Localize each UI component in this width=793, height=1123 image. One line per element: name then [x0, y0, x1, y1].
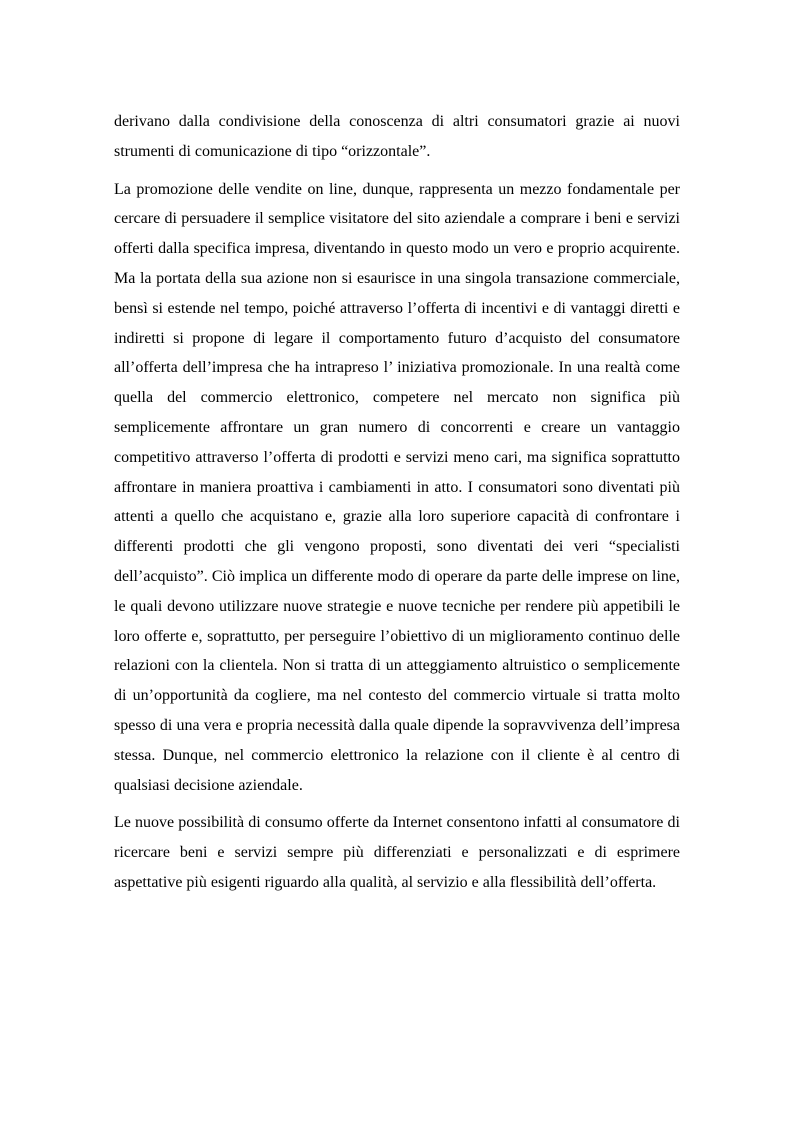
paragraph-possibilita-consumo: Le nuove possibilità di consumo offerte da Internet consentono infatti al consumatore di ricercare beni e servizi sempre più differenziati e personalizzati e di esprimere aspettative più esigenti riguardo alla qualità, al servizio e alla flessibilità dell’offerta.	[114, 814, 680, 891]
paragraph-continuation: derivano dalla condivisione della conoscenza di altri consumatori grazie ai nuovi strumenti di comunicazione di tipo “orizzontale”.	[114, 113, 680, 160]
document-page	[114, 107, 680, 906]
paragraph-promozione-vendite: La promozione delle vendite on line, dunque, rappresenta un mezzo fondamentale per cercare di persuadere il semplice visitatore del sito aziendale a comprare i beni e servizi offerti dalla specifica impresa, diventando in questo modo un vero e proprio acquirente. Ma la portata della sua azione non si esaurisce in una singola transazione commerciale, bensì si estende nel tempo, poiché attraverso l’offerta di incentivi e di vantaggi diretti e indiretti si propone di legare il comportamento futuro d’acquisto del consumatore all’offerta dell’impresa che ha intrapreso l’ iniziativa promozionale. In una realtà come quella del commercio elettronico, competere nel mercato non significa più semplicemente affrontare un gran numero di concorrenti e creare un vantaggio competitivo attraverso l’offerta di prodotti e servizi meno cari, ma significa soprattutto affrontare in maniera proattiva i cambiamenti in atto. I consumatori sono diventati più attenti a quello che acquistano e, grazie alla loro superiore capacità di confrontare i differenti prodotti che gli vengono proposti, sono diventati dei veri “specialisti dell’acquisto”. Ciò implica un differente modo di operare da parte delle imprese on line, le quali devono utilizzare nuove strategie e nuove tecniche per rendere più appetibili le loro offerte e, soprattutto, per perseguire l’obiettivo di un miglioramento continuo delle relazioni con la clientela. Non si tratta di un atteggiamento altruistico o semplicemente di un’opportunità da cogliere, ma nel contesto del commercio virtuale si tratta molto spesso di una vera e propria necessità dalla quale dipende la sopravvivenza dell’impresa stessa. Dunque, nel commercio elettronico la relazione con il cliente è al centro di qualsiasi decisione aziendale.	[114, 180, 680, 794]
